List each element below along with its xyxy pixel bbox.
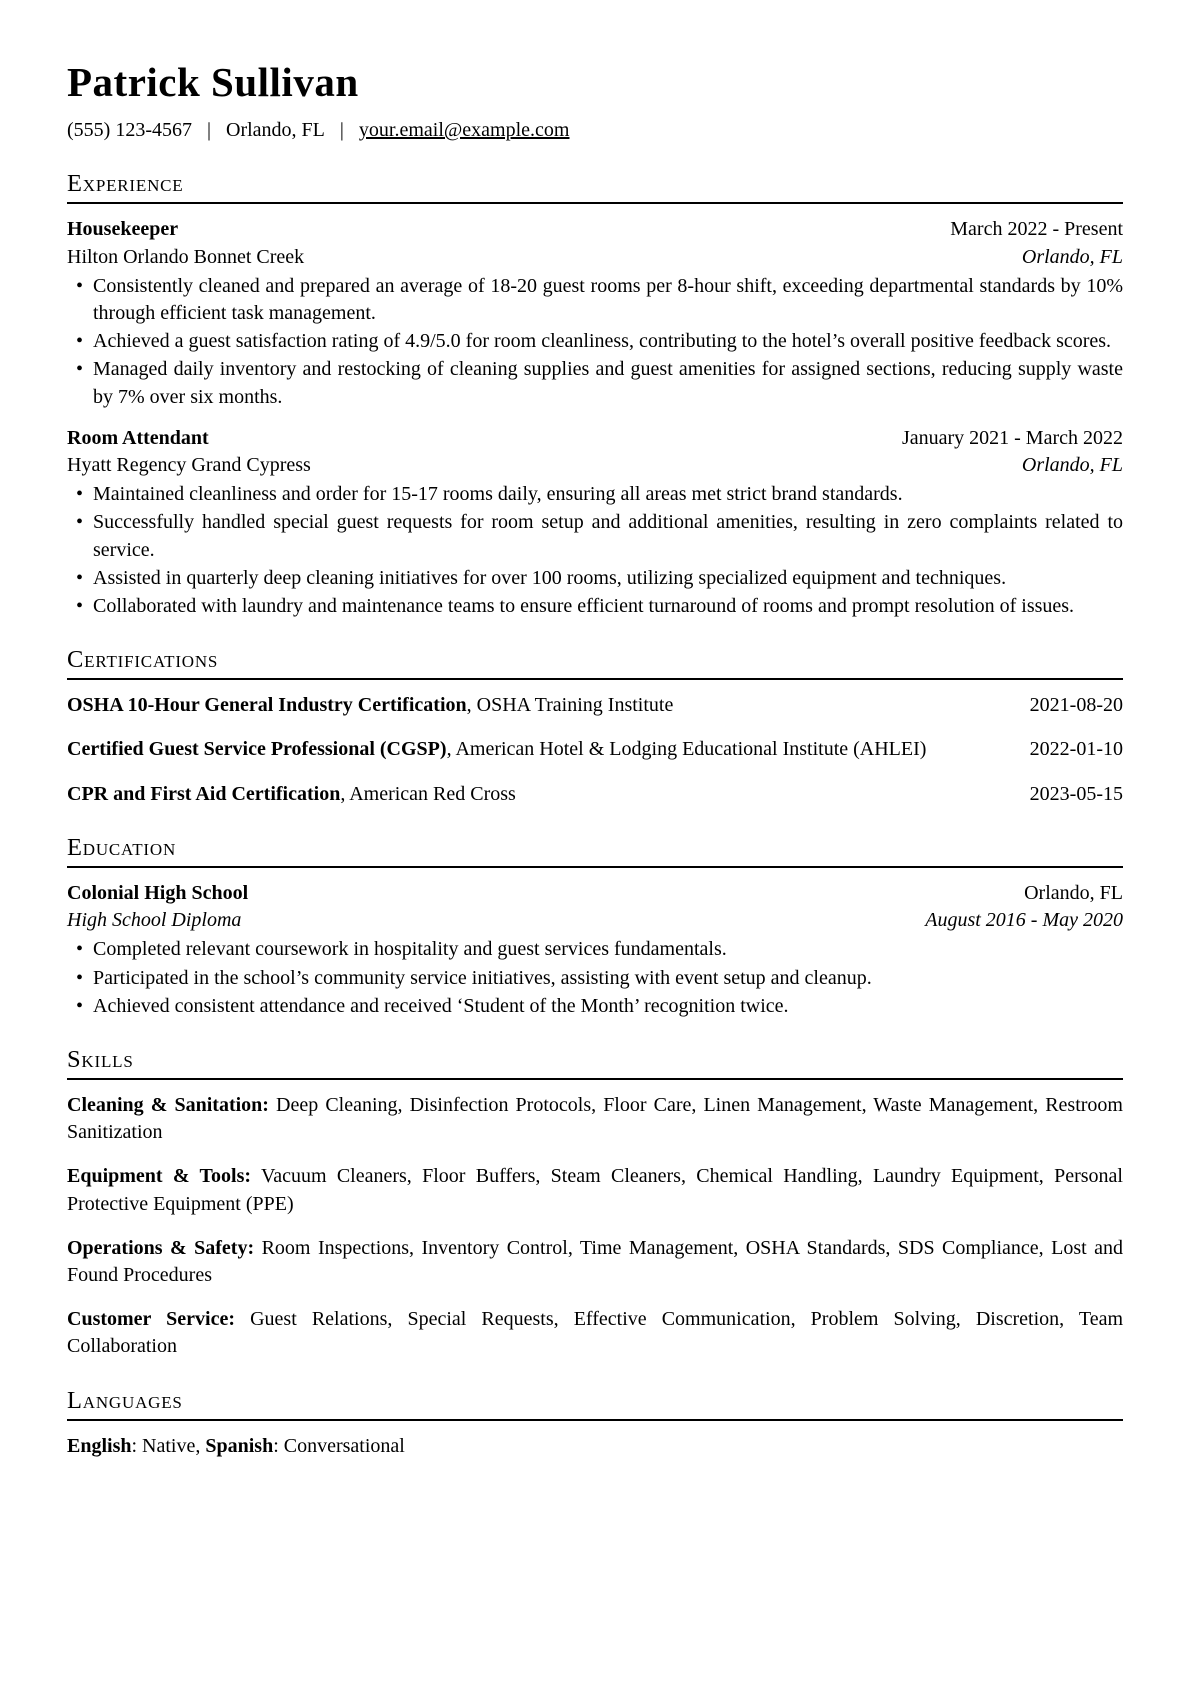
experience-entries: [67, 216, 1123, 620]
job-location: Orlando, FL: [1021, 245, 1123, 268]
bullet-text: Successfully handled special guest requests for room setup and additional amenities, resulting in zero complaints related to service.: [93, 511, 1123, 561]
bullet-item: [67, 356, 1123, 410]
bullet-text: Assisted in quarterly deep cleaning initiatives for over 100 rooms, utilizing specialized equipment and techniques.: [93, 566, 1007, 589]
section-languages: [67, 1387, 1123, 1460]
certification-issuer: , OSHA Training Institute: [466, 694, 674, 717]
bullet-text: Collaborated with laundry and maintenance teams to ensure efficient turnaround of rooms and prompt resolution of issues.: [93, 594, 1075, 617]
certification-date: 2021-08-20: [1029, 694, 1123, 717]
bullet-item: [67, 481, 1123, 508]
bullet-text: Achieved consistent attendance and received ‘Student of the Month’ recognition twice.: [93, 994, 789, 1017]
experience-section-title: Experience: [67, 170, 1123, 204]
education-entries: [67, 880, 1123, 1020]
bullet-text: Consistently cleaned and prepared an average of 18-20 guest rooms per 8-hour shift, exceeding departmental standards by 10% through efficient task management.: [93, 274, 1123, 325]
certification-entry: [67, 781, 1123, 808]
languages-section-title: Languages: [67, 1387, 1123, 1421]
school-bullets: [67, 936, 1123, 1020]
contact-line: [67, 117, 1123, 144]
section-certifications: [67, 646, 1123, 808]
language-name: Spanish: [205, 1434, 274, 1457]
bullet-item: [67, 273, 1123, 327]
skill-group: [67, 1306, 1123, 1360]
school-location: Orlando, FL: [1024, 881, 1123, 904]
bullet-item: [67, 509, 1123, 563]
job-entry: [67, 216, 1123, 410]
job-bullets: [67, 273, 1123, 411]
job-bullets: [67, 481, 1123, 620]
certification-issuer: , American Hotel & Lodging Educational Institute (AHLEI): [446, 738, 927, 761]
bullet-text: Maintained cleanliness and order for 15-17 rooms daily, ensuring all areas met strict brand standards.: [93, 483, 903, 506]
skill-group: [67, 1092, 1123, 1146]
certification-name: CPR and First Aid Certification: [67, 782, 341, 805]
degree: High School Diploma: [67, 909, 242, 932]
bullet-text: Managed daily inventory and restocking of cleaning supplies and guest amenities for assigned sections, reducing supply waste by 7% over six months.: [93, 358, 1123, 408]
job-company: Hyatt Regency Grand Cypress: [67, 453, 311, 476]
bullet-item: [67, 993, 1123, 1020]
certification-text: [67, 692, 1016, 719]
school-dates: August 2016 - May 2020: [925, 909, 1123, 932]
job-title: Housekeeper: [67, 218, 179, 241]
bullet-item: [67, 965, 1123, 992]
bullet-item: [67, 936, 1123, 963]
languages-line: English: Native, Spanish: Conversational: [67, 1434, 405, 1457]
skills-section-title: Skills: [67, 1046, 1123, 1080]
bullet-item: [67, 593, 1123, 620]
bullet-text: Participated in the school’s community service initiatives, assisting with event setup and cleanup.: [93, 966, 872, 989]
job-dates: March 2022 - Present: [950, 218, 1123, 241]
skill-category: Equipment & Tools:: [67, 1165, 252, 1188]
certification-date: 2022-01-10: [1029, 738, 1123, 761]
job-company: Hilton Orlando Bonnet Creek: [67, 245, 305, 268]
bullet-item: [67, 565, 1123, 592]
resume-header: [67, 60, 1123, 144]
phone-number: (555) 123-4567: [67, 119, 192, 142]
skill-groups: [67, 1092, 1123, 1361]
certification-entry: [67, 736, 1123, 763]
certifications-section-title: Certifications: [67, 646, 1123, 680]
email-link[interactable]: your.email@example.com: [358, 119, 570, 142]
skill-items: Deep Cleaning, Disinfection Protocols, Floor Care, Linen Management, Waste Management, Restroom Sanitization: [67, 1094, 1123, 1144]
certification-entry: [67, 692, 1123, 719]
skill-category: Operations & Safety:: [67, 1236, 255, 1259]
language-name: English: [67, 1434, 132, 1457]
certification-text: [67, 736, 1016, 763]
section-education: [67, 834, 1123, 1020]
certification-name: Certified Guest Service Professional (CGSP): [67, 738, 447, 761]
skill-category: Cleaning & Sanitation:: [67, 1094, 269, 1117]
person-name: Patrick Sullivan: [67, 59, 359, 105]
separator-pipe: |: [339, 119, 344, 142]
job-dates: January 2021 - March 2022: [901, 426, 1123, 449]
skill-group: [67, 1163, 1123, 1217]
school-name: Colonial High School: [67, 881, 249, 904]
certification-text: [67, 781, 1016, 808]
job-location: Orlando, FL: [1021, 453, 1123, 476]
skill-items: Guest Relations, Special Requests, Effective Communication, Problem Solving, Discretion, Team Collaboration: [67, 1308, 1124, 1358]
bullet-text: Completed relevant coursework in hospitality and guest services fundamentals.: [93, 938, 727, 961]
section-skills: [67, 1046, 1123, 1361]
bullet-text: Achieved a guest satisfaction rating of 4.9/5.0 for room cleanliness, contributing to the hotel’s overall positive feedback scores.: [93, 330, 1112, 353]
location-text: Orlando, FL: [226, 119, 325, 142]
skill-group: [67, 1235, 1123, 1289]
education-section-title: Education: [67, 834, 1123, 868]
bullet-item: [67, 328, 1123, 355]
skill-category: Customer Service:: [67, 1308, 235, 1331]
certification-date: 2023-05-15: [1029, 782, 1123, 805]
job-title: Room Attendant: [67, 426, 209, 449]
education-entry: [67, 880, 1123, 1020]
skill-items: Vacuum Cleaners, Floor Buffers, Steam Cleaners, Chemical Handling, Laundry Equipment, Personal Protective Equipment (PPE): [67, 1165, 1123, 1215]
certification-name: OSHA 10-Hour General Industry Certification: [67, 694, 467, 717]
job-entry: [67, 425, 1123, 620]
certification-entries: [67, 692, 1123, 808]
certification-issuer: , American Red Cross: [340, 782, 516, 805]
separator-pipe: |: [206, 119, 211, 142]
skill-items: Room Inspections, Inventory Control, Time Management, OSHA Standards, SDS Compliance, Lost and Found Procedures: [67, 1236, 1124, 1287]
section-experience: [67, 170, 1123, 620]
